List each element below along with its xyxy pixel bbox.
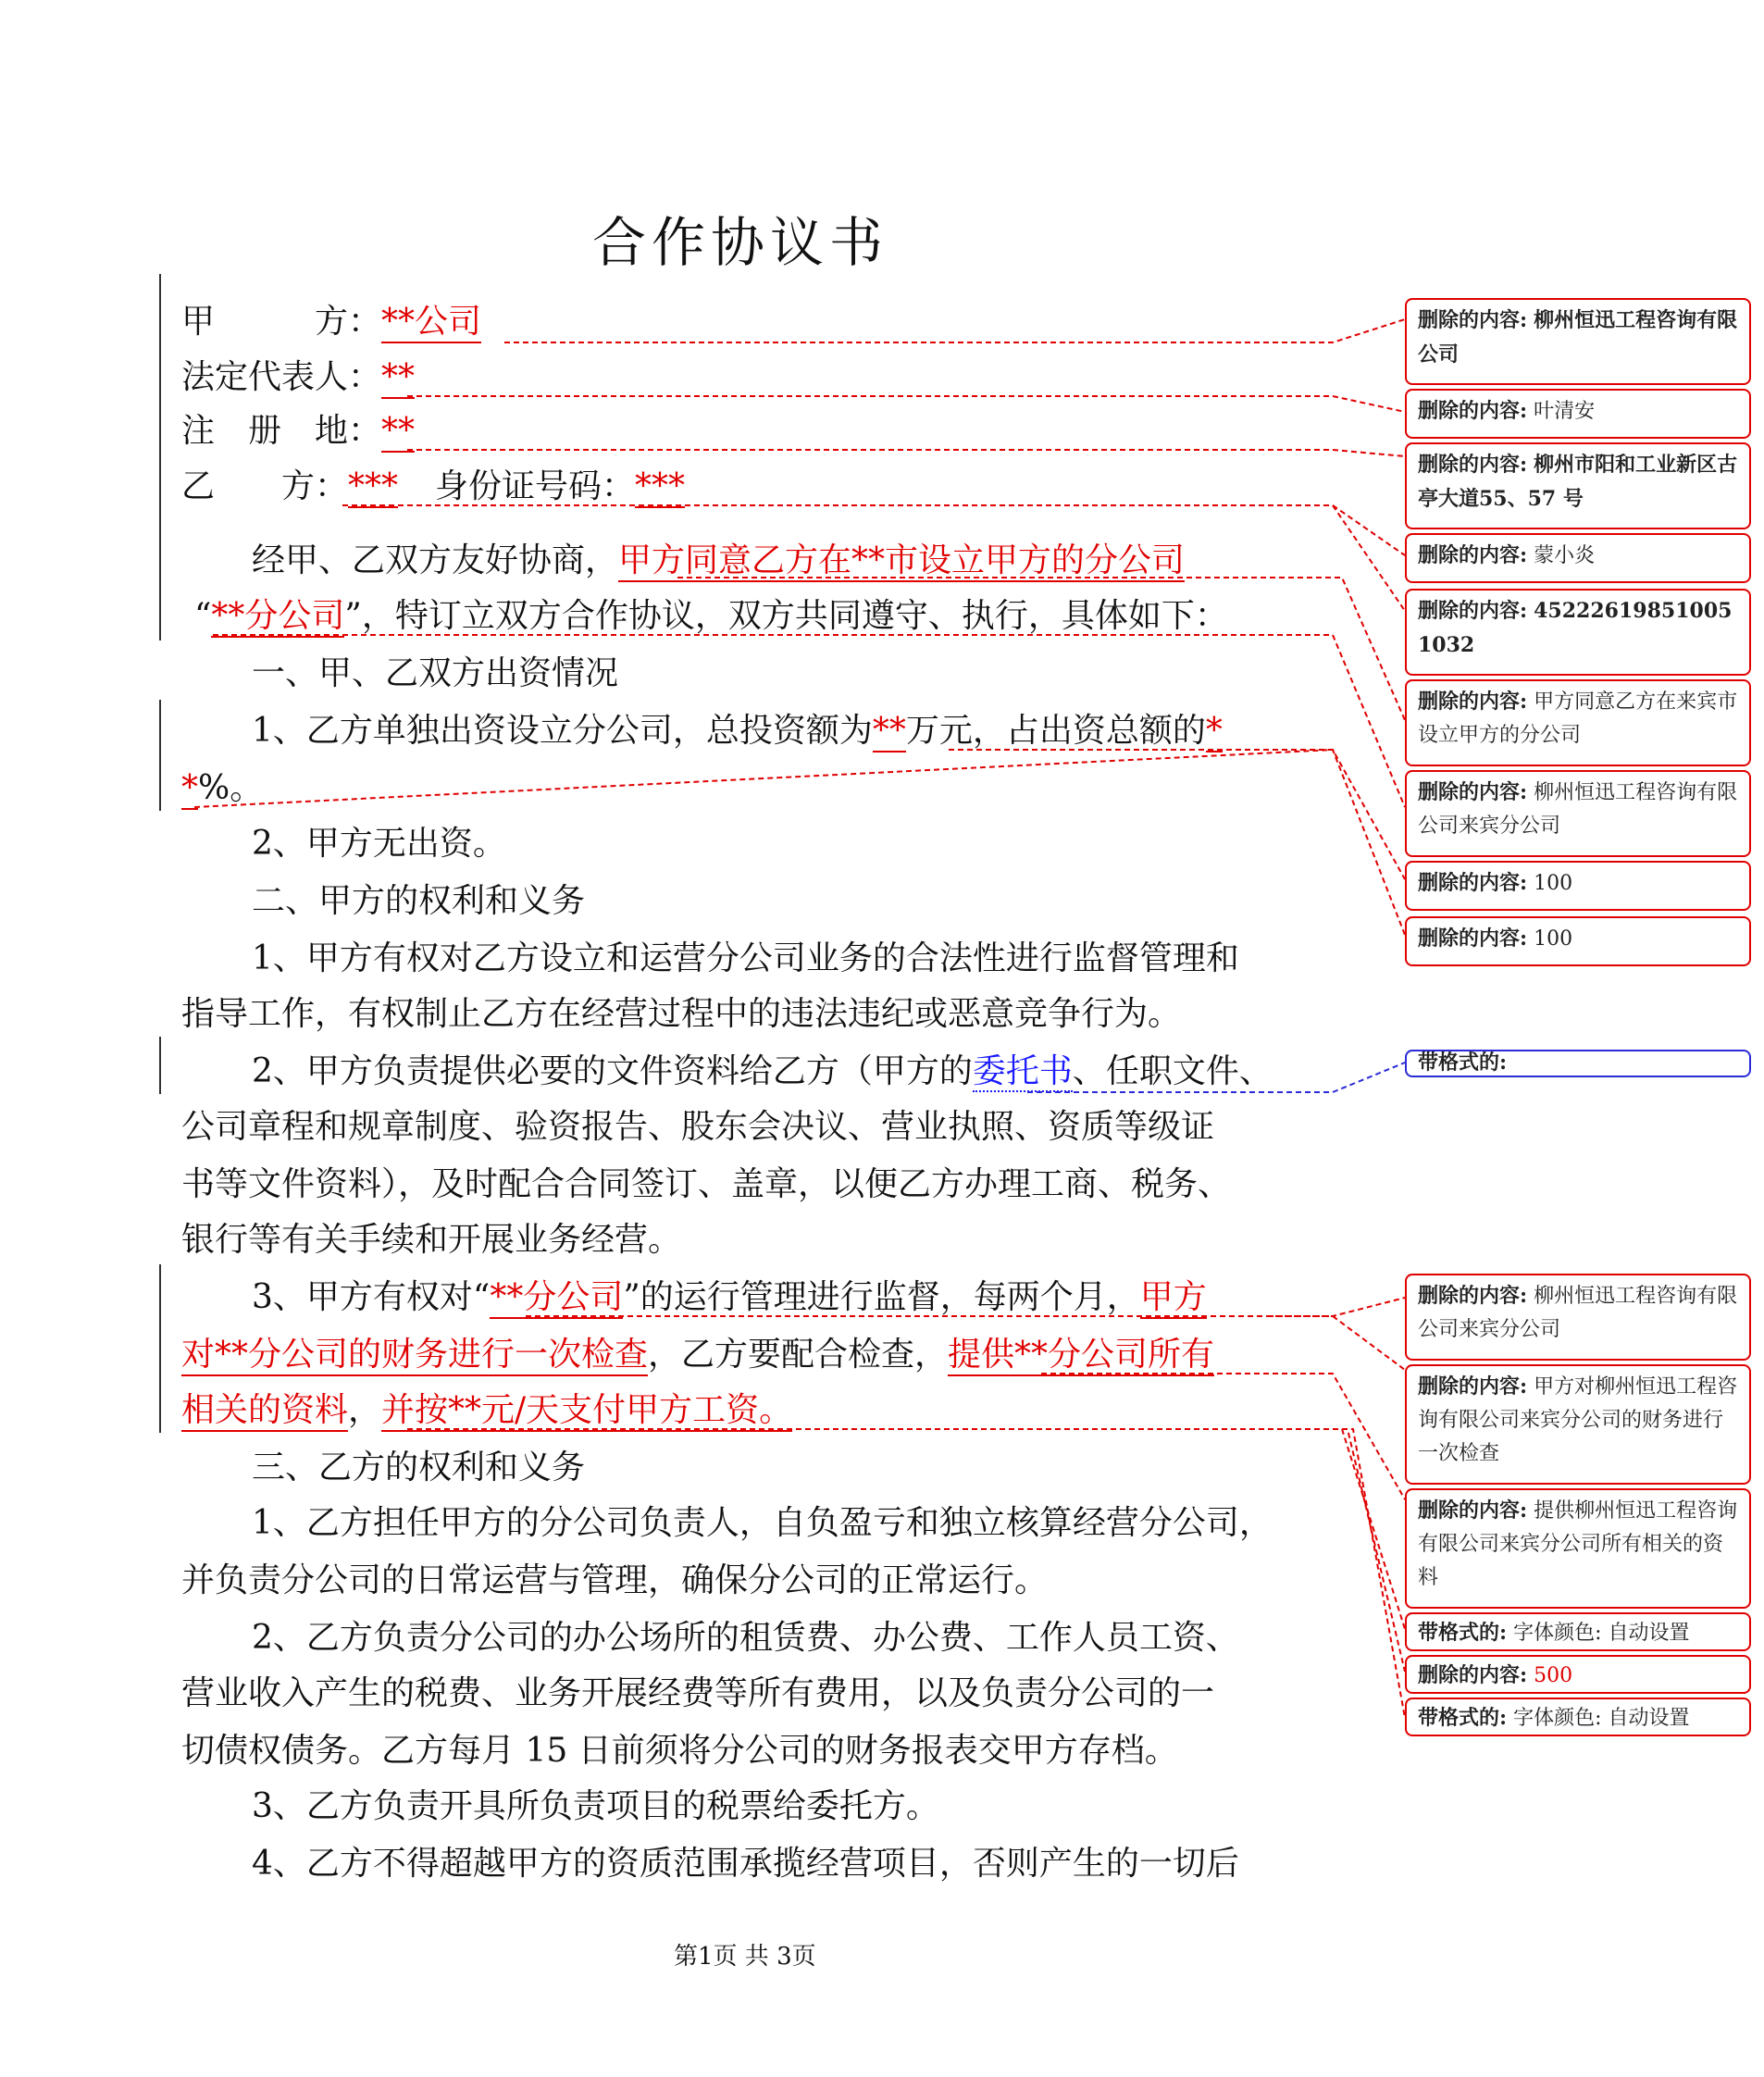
comment-text: 柳州恒迅工程咨询有限公司 — [1418, 308, 1738, 367]
comment-label: 删除的内容: — [1418, 1284, 1528, 1308]
s2-item3-insert-2: 甲方 — [1140, 1278, 1207, 1319]
comment-label: 删除的内容: — [1418, 599, 1528, 623]
legal-rep-line — [181, 355, 415, 400]
change-bar — [159, 1264, 161, 1433]
comment-label: 删除的内容: — [1418, 1499, 1528, 1523]
change-bar — [159, 700, 161, 811]
intro-line-1 — [252, 539, 1185, 583]
s2-item2-text: 2、甲方负责提供必要的文件资料给乙方（甲方的 — [252, 1052, 973, 1090]
intro-insertion: 甲方同意乙方在**市设立甲方的分公司 — [618, 541, 1185, 582]
s2-item3-text: 3、甲方有权对“ — [252, 1278, 491, 1316]
intro-text-2: ”，特订立双方合作协议，双方共同遵守、执行，具体如下： — [344, 597, 1228, 635]
s1-item1-insert: ** — [873, 712, 906, 752]
intro-insertion-2: **分公司 — [211, 597, 344, 638]
comment-text: 100 — [1534, 872, 1573, 895]
section-2-item-1-l2: 指导工作，有权制止乙方在经营过程中的违法违纪或恶意竞争行为。 — [181, 995, 1182, 1033]
s2-item3-insert: **分公司 — [490, 1278, 623, 1319]
comment-label: 带格式的: — [1418, 1051, 1508, 1075]
revision-comment[interactable] — [1405, 1364, 1751, 1485]
reg-addr-line — [181, 409, 415, 454]
section-2-item-3-l1 — [252, 1275, 1207, 1320]
comment-text: 提供柳州恒迅工程咨询有限公司来宾分公司所有相关的资料 — [1418, 1499, 1738, 1589]
format-comment[interactable] — [1405, 1612, 1751, 1651]
section-3-heading: 三、乙方的权利和义务 — [252, 1449, 586, 1486]
comment-label: 带格式的: — [1418, 1621, 1508, 1645]
s2-item3-text-2: ”的运行管理进行监督，每两个月， — [623, 1278, 1140, 1316]
revision-comment[interactable] — [1405, 1655, 1751, 1694]
s2-item3-insert-3: 对**分公司的财务进行一次检查 — [181, 1336, 648, 1376]
change-bar — [159, 1037, 161, 1094]
section-1-item-2: 2、甲方无出资。 — [252, 825, 506, 863]
s1-item1-text: 1、乙方单独出资设立分公司，总投资额为 — [252, 712, 873, 750]
comment-text: 甲方对柳州恒迅工程咨询有限公司来宾分公司的财务进行一次检查 — [1418, 1375, 1738, 1465]
party-a-value: **公司 — [381, 303, 481, 343]
comment-label: 删除的内容: — [1418, 453, 1528, 477]
id-label: 身份证号码： — [435, 467, 636, 505]
format-comment[interactable] — [1405, 1698, 1751, 1736]
revision-comment[interactable] — [1405, 916, 1751, 966]
comment-text: 452226198510051032 — [1418, 599, 1733, 657]
intro-line-2 — [194, 594, 1228, 639]
s1-item1-insert-3: * — [181, 769, 198, 810]
revision-comment[interactable] — [1405, 298, 1751, 385]
party-b-label: 乙 方： — [181, 467, 349, 505]
s2-item3-insert-5: 相关的资料 — [181, 1391, 348, 1432]
revision-comment[interactable] — [1405, 679, 1751, 766]
section-2-heading: 二、甲方的权利和义务 — [252, 882, 586, 920]
section-3-item-2-l2: 营业收入产生的税费、业务开展经费等所有费用，以及负责分公司的一 — [181, 1674, 1215, 1712]
id-value: *** — [635, 467, 685, 508]
section-2-item-3-l2 — [181, 1333, 1214, 1377]
s2-item3-text-3: ，乙方要配合检查， — [648, 1336, 949, 1374]
s1-item1-text-3: %。 — [198, 769, 264, 807]
leader-line — [1268, 1316, 1405, 1370]
leader-line — [407, 396, 1405, 412]
comment-text: 柳州恒迅工程咨询有限公司来宾分公司 — [1418, 781, 1738, 838]
comment-label: 删除的内容: — [1418, 308, 1528, 332]
reg-addr-value: ** — [381, 412, 415, 453]
party-b-line — [181, 465, 685, 509]
section-2-item-2-l3: 书等文件资料），及时配合合同签订、盖章，以便乙方办理工商、税务、 — [181, 1165, 1232, 1203]
section-3-item-2-l1: 2、乙方负责分公司的办公场所的租赁费、办公费、工作人员工资、 — [252, 1619, 1239, 1657]
page-footer: 第1页 共 3页 — [674, 1943, 816, 1971]
comment-label: 删除的内容: — [1418, 1663, 1528, 1687]
section-3-item-4: 4、乙方不得超越甲方的资质范围承揽经营项目，否则产生的一切后 — [252, 1845, 1239, 1883]
s2-item3-insert-4: 提供**分公司所有 — [948, 1336, 1214, 1376]
comment-text: 甲方同意乙方在来宾市设立甲方的分公司 — [1418, 690, 1738, 747]
s1-item1-insert-2: * — [1206, 712, 1223, 752]
comment-label: 删除的内容: — [1418, 871, 1528, 895]
s2-item3-insert-6: 并按**元/天支付甲方工资。 — [381, 1391, 792, 1432]
comment-label: 删除的内容: — [1418, 927, 1528, 951]
section-2-item-2-l2: 公司章程和规章制度、验资报告、股东会决议、营业执照、资质等级证 — [181, 1108, 1215, 1146]
section-3-item-3: 3、乙方负责开具所负责项目的税票给委托方。 — [252, 1787, 939, 1825]
leader-line — [1041, 1374, 1405, 1499]
revision-comment[interactable] — [1405, 1488, 1751, 1609]
section-1-heading: 一、甲、乙双方出资情况 — [252, 654, 619, 692]
comment-label: 删除的内容: — [1418, 780, 1528, 804]
revision-comment[interactable] — [1405, 770, 1751, 857]
format-comment[interactable] — [1405, 1050, 1751, 1077]
section-2-item-2-l1 — [252, 1050, 1273, 1094]
revision-comment[interactable] — [1405, 533, 1751, 583]
document-title: 合作协议书 — [592, 211, 889, 274]
s1-item1-text-2: 万元，占出资总额的 — [905, 712, 1206, 750]
comment-label: 删除的内容: — [1418, 690, 1528, 714]
comment-text: 字体颜色: 自动设置 — [1513, 1707, 1690, 1730]
intro-text: 经甲、乙双方友好协商， — [252, 541, 619, 579]
section-1-item-1-cont — [181, 766, 263, 811]
section-3-item-2-l3: 切债权债务。乙方每月 15 日前须将分公司的财务报表交甲方存档。 — [181, 1732, 1178, 1770]
section-1-item-1 — [252, 709, 1223, 753]
leader-line — [407, 450, 1405, 456]
comment-text: 蒙小炎 — [1534, 544, 1596, 567]
comment-text: 叶清安 — [1534, 400, 1596, 423]
party-b-value: *** — [348, 467, 398, 508]
party-a-label: 甲 方： — [181, 303, 382, 341]
revision-comment[interactable] — [1405, 589, 1751, 676]
comment-label: 带格式的: — [1418, 1706, 1508, 1730]
party-a-line — [181, 300, 481, 344]
revision-comment[interactable] — [1405, 389, 1751, 439]
comment-label: 删除的内容: — [1418, 399, 1528, 423]
revision-comment[interactable] — [1405, 1274, 1751, 1361]
comment-text: 柳州恒迅工程咨询有限公司来宾分公司 — [1418, 1285, 1738, 1341]
section-2-item-1-l1: 1、甲方有权对乙方设立和运营分公司业务的合法性进行监督管理和 — [252, 939, 1239, 977]
comment-text: 500 — [1534, 1664, 1573, 1687]
comment-text: 100 — [1534, 927, 1573, 951]
legal-rep-value: ** — [381, 358, 415, 399]
change-bar — [159, 274, 161, 641]
legal-rep-label: 法定代表人： — [181, 358, 382, 396]
s2-item2-text-2: 、任职文件、 — [1072, 1052, 1273, 1090]
s2-item3-text-4: ， — [348, 1391, 382, 1429]
comment-text: 柳州市阳和工业新区古亭大道55、57 号 — [1418, 453, 1738, 511]
comment-text: 字体颜色: 自动设置 — [1513, 1622, 1690, 1645]
reg-addr-label: 注 册 地： — [181, 412, 382, 450]
comment-label: 删除的内容: — [1418, 1374, 1528, 1399]
intro-quote: “ — [194, 597, 212, 635]
section-2-item-3-l3 — [181, 1388, 792, 1433]
comment-label: 删除的内容: — [1418, 543, 1528, 567]
section-3-item-1-l1: 1、乙方担任甲方的分公司负责人，自负盈亏和独立核算经营分公司， — [252, 1504, 1273, 1542]
revision-comment[interactable] — [1405, 442, 1751, 529]
revision-comment[interactable] — [1405, 861, 1751, 911]
leader-line — [504, 319, 1405, 342]
section-2-item-2-l4: 银行等有关手续和开展业务经营。 — [181, 1221, 682, 1259]
section-3-item-1-l2: 并负责分公司的日常运营与管理，确保分公司的正常运行。 — [181, 1561, 1049, 1599]
s2-item2-formatted: 委托书 — [972, 1052, 1073, 1090]
leader-line — [949, 750, 1405, 879]
